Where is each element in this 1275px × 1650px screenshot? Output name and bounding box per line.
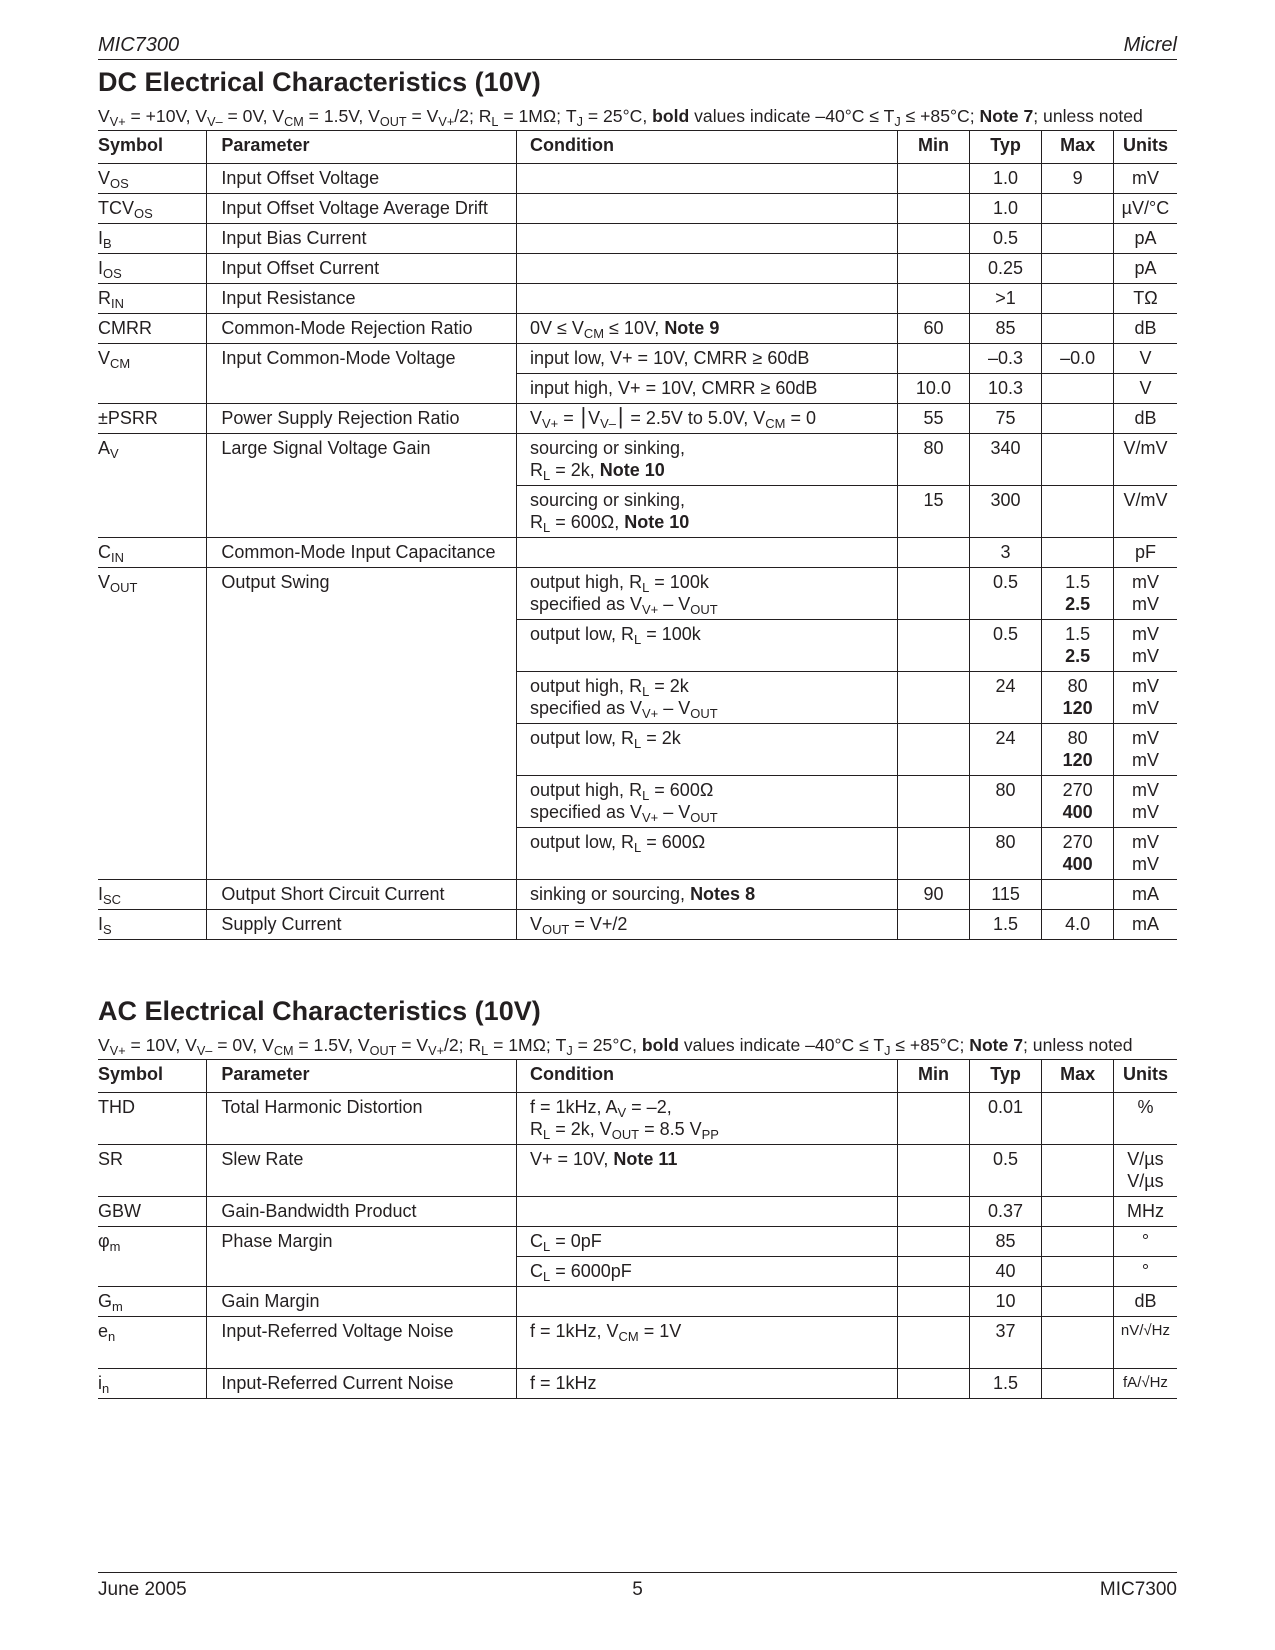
units-cell: mV mV: [1113, 828, 1177, 880]
max-cell: [1042, 1227, 1114, 1257]
typ-cell: 0.5: [969, 620, 1042, 672]
table-row: [98, 314, 1177, 344]
max-cell: [1042, 1369, 1114, 1399]
typ-cell: 115: [969, 880, 1042, 910]
typ-cell: 10.3: [969, 374, 1042, 404]
typ-cell: 3: [969, 538, 1042, 568]
table-row: [98, 1093, 1177, 1145]
table-row: [98, 344, 1177, 374]
typ-cell: 75: [969, 404, 1042, 434]
units-cell: mA: [1113, 880, 1177, 910]
min-cell: [898, 194, 970, 224]
condition-cell: sinking or sourcing, Notes 8: [516, 880, 897, 910]
condition-cell: $V_{OUT} = V+/2$: [516, 910, 897, 940]
max-cell: [1042, 434, 1114, 486]
parameter-cell: Gain Margin: [207, 1287, 517, 1317]
max-cell: [1042, 538, 1114, 568]
max-cell: [1042, 404, 1114, 434]
units-cell: µV/°C: [1113, 194, 1177, 224]
max-cell: 80 120: [1042, 724, 1114, 776]
max-cell: [1042, 1287, 1114, 1317]
parameter-cell: Input Bias Current: [207, 224, 517, 254]
condition-cell: output high, $R_L = 100k$ specified as $V_{V+} - V_{OUT}$: [516, 568, 897, 620]
symbol-cell: $R_{IN}$: [98, 284, 207, 314]
parameter-cell: Slew Rate: [207, 1145, 517, 1197]
typ-cell: 80: [969, 828, 1042, 880]
max-cell: [1042, 1197, 1114, 1227]
typ-cell: 1.5: [969, 1369, 1042, 1399]
symbol-cell: $V_{CM}$: [98, 344, 207, 404]
units-cell: mV mV: [1113, 776, 1177, 828]
min-cell: [898, 1257, 970, 1287]
min-cell: [898, 1197, 970, 1227]
min-cell: [898, 1145, 970, 1197]
min-cell: 10.0: [898, 374, 970, 404]
units-cell: dB: [1113, 314, 1177, 344]
min-cell: [898, 620, 970, 672]
condition-cell: output high, $R_L = 600\Omega$ specified as $V_{V+} - V_{OUT}$: [516, 776, 897, 828]
col-units: Units: [1113, 1060, 1177, 1093]
max-cell: [1042, 224, 1114, 254]
symbol-cell: $C_{IN}$: [98, 538, 207, 568]
table-row: [98, 194, 1177, 224]
typ-cell: 1.0: [969, 194, 1042, 224]
dc-header-row: [98, 131, 1177, 164]
typ-cell: 24: [969, 724, 1042, 776]
condition-cell: output low, $R_L = 2k$: [516, 724, 897, 776]
table-row: [98, 224, 1177, 254]
max-cell: [1042, 1317, 1114, 1369]
min-cell: 90: [898, 880, 970, 910]
condition-cell: [516, 194, 897, 224]
typ-cell: 1.5: [969, 910, 1042, 940]
parameter-cell: Total Harmonic Distortion: [207, 1093, 517, 1145]
condition-cell: V+ = 10V, Note 11: [516, 1145, 897, 1197]
table-row: [98, 538, 1177, 568]
col-condition: Condition: [516, 131, 897, 164]
units-cell: °: [1113, 1257, 1177, 1287]
col-symbol: Symbol: [98, 131, 207, 164]
units-cell: mA: [1113, 910, 1177, 940]
typ-cell: 0.01: [969, 1093, 1042, 1145]
condition-cell: [516, 254, 897, 284]
condition-cell: [516, 284, 897, 314]
condition-cell: f = 1kHz: [516, 1369, 897, 1399]
units-cell: mV mV: [1113, 672, 1177, 724]
condition-cell: input high, V+ = 10V, CMRR ≥ 60dB: [516, 374, 897, 404]
typ-cell: 0.5: [969, 568, 1042, 620]
symbol-cell: $I_S$: [98, 910, 207, 940]
min-cell: [898, 776, 970, 828]
typ-cell: 0.25: [969, 254, 1042, 284]
units-cell: TΩ: [1113, 284, 1177, 314]
condition-cell: [516, 1197, 897, 1227]
min-cell: [898, 254, 970, 284]
symbol-cell: $V_{OUT}$: [98, 568, 207, 880]
min-cell: 80: [898, 434, 970, 486]
max-cell: [1042, 284, 1114, 314]
symbol-cell: $I_{OS}$: [98, 254, 207, 284]
min-cell: [898, 828, 970, 880]
col-parameter: Parameter: [207, 1060, 517, 1093]
max-cell: [1042, 254, 1114, 284]
units-cell: mV mV: [1113, 724, 1177, 776]
table-row: [98, 568, 1177, 620]
typ-cell: 0.37: [969, 1197, 1042, 1227]
parameter-cell: Input Offset Voltage: [207, 164, 517, 194]
max-cell: [1042, 374, 1114, 404]
max-cell: 80 120: [1042, 672, 1114, 724]
condition-cell: $V_{V+}$ = $⎮V_{V-}⎮ = 2.5V$ to 5.0V, $V_{CM} = 0$: [516, 404, 897, 434]
units-cell: MHz: [1113, 1197, 1177, 1227]
max-cell: 9: [1042, 164, 1114, 194]
parameter-cell: Common-Mode Input Capacitance: [207, 538, 517, 568]
condition-cell: $C_L = 0pF$: [516, 1227, 897, 1257]
min-cell: [898, 284, 970, 314]
table-row: [98, 254, 1177, 284]
typ-cell: 24: [969, 672, 1042, 724]
max-cell: [1042, 194, 1114, 224]
symbol-cell: $TCV_{OS}$: [98, 194, 207, 224]
typ-cell: 10: [969, 1287, 1042, 1317]
min-cell: [898, 344, 970, 374]
table-row: [98, 404, 1177, 434]
min-cell: [898, 910, 970, 940]
table-row: [98, 1287, 1177, 1317]
min-cell: [898, 672, 970, 724]
typ-cell: 37: [969, 1317, 1042, 1369]
min-cell: [898, 224, 970, 254]
min-cell: 55: [898, 404, 970, 434]
max-cell: [1042, 880, 1114, 910]
min-cell: [898, 1287, 970, 1317]
symbol-cell: ±PSRR: [98, 404, 207, 434]
units-cell: V: [1113, 374, 1177, 404]
col-parameter: Parameter: [207, 131, 517, 164]
ac-section: [98, 995, 1177, 1399]
min-cell: [898, 1093, 970, 1145]
units-cell: nV/√Hz: [1113, 1317, 1177, 1369]
units-cell: %: [1113, 1093, 1177, 1145]
units-cell: mV: [1113, 164, 1177, 194]
condition-cell: $C_L = 6000pF$: [516, 1257, 897, 1287]
units-cell: pF: [1113, 538, 1177, 568]
symbol-cell: $I_B$: [98, 224, 207, 254]
condition-cell: [516, 1287, 897, 1317]
table-row: [98, 1197, 1177, 1227]
footer-part-number: MIC7300: [1099, 1579, 1177, 1600]
page-header: [98, 32, 1177, 60]
min-cell: 15: [898, 486, 970, 538]
col-max: Max: [1042, 131, 1114, 164]
dc-title: DC Electrical Characteristics (10V): [98, 67, 541, 97]
table-row: [98, 1317, 1177, 1369]
table-row: [98, 284, 1177, 314]
units-cell: °: [1113, 1227, 1177, 1257]
max-cell: [1042, 1257, 1114, 1287]
typ-cell: 85: [969, 1227, 1042, 1257]
condition-cell: sourcing or sinking, $R_L = 600\Omega$, Note 10: [516, 486, 897, 538]
col-units: Units: [1113, 131, 1177, 164]
condition-cell: f = 1kHz, $V_{CM} = 1V$: [516, 1317, 897, 1369]
parameter-cell: Output Swing: [207, 568, 517, 880]
max-cell: 1.5 2.5: [1042, 620, 1114, 672]
max-cell: [1042, 1145, 1114, 1197]
footer-date: June 2005: [98, 1579, 187, 1600]
min-cell: [898, 164, 970, 194]
table-row: [98, 880, 1177, 910]
max-cell: [1042, 314, 1114, 344]
parameter-cell: Phase Margin: [207, 1227, 517, 1287]
parameter-cell: Power Supply Rejection Ratio: [207, 404, 517, 434]
condition-cell: output high, $R_L = 2k$ specified as $V_{V+} - V_{OUT}$: [516, 672, 897, 724]
dc-section: [98, 66, 1177, 940]
symbol-cell: CMRR: [98, 314, 207, 344]
condition-cell: [516, 224, 897, 254]
page-number: 5: [632, 1579, 643, 1600]
table-row: [98, 434, 1177, 486]
min-cell: [898, 1369, 970, 1399]
ac-header-row: [98, 1060, 1177, 1093]
parameter-cell: Input Offset Current: [207, 254, 517, 284]
symbol-cell: $i_n$: [98, 1369, 207, 1399]
parameter-cell: Large Signal Voltage Gain: [207, 434, 517, 538]
header-part-number: MIC7300: [98, 34, 180, 56]
col-typ: Typ: [969, 131, 1042, 164]
units-cell: pA: [1113, 254, 1177, 284]
typ-cell: 85: [969, 314, 1042, 344]
typ-cell: 80: [969, 776, 1042, 828]
ac-title: AC Electrical Characteristics (10V): [98, 996, 541, 1026]
min-cell: [898, 1317, 970, 1369]
units-cell: V/mV: [1113, 486, 1177, 538]
table-row: [98, 910, 1177, 940]
parameter-cell: Input Common-Mode Voltage: [207, 344, 517, 404]
min-cell: [898, 724, 970, 776]
table-row: [98, 1227, 1177, 1257]
typ-cell: 1.0: [969, 164, 1042, 194]
units-cell: V/µs V/µs: [1113, 1145, 1177, 1197]
typ-cell: 0.5: [969, 224, 1042, 254]
min-cell: 60: [898, 314, 970, 344]
parameter-cell: Input Offset Voltage Average Drift: [207, 194, 517, 224]
typ-cell: –0.3: [969, 344, 1042, 374]
dc-table: [98, 130, 1177, 940]
condition-cell: [516, 538, 897, 568]
condition-cell: input low, V+ = 10V, CMRR ≥ 60dB: [516, 344, 897, 374]
col-symbol: Symbol: [98, 1060, 207, 1093]
condition-cell: f = 1kHz, $A_V = -2$, $R_L = 2k$, $V_{OUT} = 8.5$ $V_{PP}$: [516, 1093, 897, 1145]
units-cell: mV mV: [1113, 568, 1177, 620]
units-cell: pA: [1113, 224, 1177, 254]
max-cell: 4.0: [1042, 910, 1114, 940]
ac-table: [98, 1059, 1177, 1399]
symbol-cell: $e_n$: [98, 1317, 207, 1369]
ac-conditions: $V_{V+} = 10V$, $V_{V-} = 0V$, $V_{CM} = 1.5V$, $V_{OUT} = V_{V+}/2$; $R_L = 1M\Omega$; $T_J = 25^\circ C$, bold values indicate $-40^\circ C \le T_J \le +85^\circ C$; Note 7; unless noted: [98, 1035, 1133, 1059]
parameter-cell: Input Resistance: [207, 284, 517, 314]
units-cell: mV mV: [1113, 620, 1177, 672]
symbol-cell: $V_{OS}$: [98, 164, 207, 194]
parameter-cell: Input-Referred Voltage Noise: [207, 1317, 517, 1369]
condition-cell: $0V \le V_{CM} \le 10V$, Note 9: [516, 314, 897, 344]
col-min: Min: [898, 1060, 970, 1093]
max-cell: [1042, 1093, 1114, 1145]
col-max: Max: [1042, 1060, 1114, 1093]
condition-cell: sourcing or sinking, $R_L = 2k$, Note 10: [516, 434, 897, 486]
typ-cell: 40: [969, 1257, 1042, 1287]
condition-cell: output low, $R_L = 100k$: [516, 620, 897, 672]
col-typ: Typ: [969, 1060, 1042, 1093]
symbol-cell: $I_{SC}$: [98, 880, 207, 910]
max-cell: 270 400: [1042, 776, 1114, 828]
symbol-cell: THD: [98, 1093, 207, 1145]
col-min: Min: [898, 131, 970, 164]
typ-cell: 340: [969, 434, 1042, 486]
parameter-cell: Gain-Bandwidth Product: [207, 1197, 517, 1227]
parameter-cell: Common-Mode Rejection Ratio: [207, 314, 517, 344]
symbol-cell: $G_m$: [98, 1287, 207, 1317]
max-cell: 270 400: [1042, 828, 1114, 880]
max-cell: [1042, 486, 1114, 538]
parameter-cell: Output Short Circuit Current: [207, 880, 517, 910]
header-brand: Micrel: [1123, 34, 1177, 56]
units-cell: V: [1113, 344, 1177, 374]
table-row: [98, 164, 1177, 194]
units-cell: dB: [1113, 1287, 1177, 1317]
units-cell: dB: [1113, 404, 1177, 434]
min-cell: [898, 1227, 970, 1257]
parameter-cell: Supply Current: [207, 910, 517, 940]
condition-cell: output low, $R_L = 600\Omega$: [516, 828, 897, 880]
typ-cell: 300: [969, 486, 1042, 538]
symbol-cell: $A_V$: [98, 434, 207, 538]
min-cell: [898, 568, 970, 620]
table-row: [98, 1369, 1177, 1399]
symbol-cell: $\varphi_m$: [98, 1227, 207, 1287]
typ-cell: 0.5: [969, 1145, 1042, 1197]
dc-conditions: $V_{V+} = +10V$, $V_{V-} = 0V$, $V_{CM} = 1.5V$, $V_{OUT} = V_{V+}/2$; $R_L = 1M\Omega$; $T_J = 25^\circ C$, bold values indicate $-40^\circ C \le T_J \le +85^\circ C$; Note 7; unless noted: [98, 106, 1143, 130]
units-cell: fA/√Hz: [1113, 1369, 1177, 1399]
parameter-cell: Input-Referred Current Noise: [207, 1369, 517, 1399]
max-cell: –0.0: [1042, 344, 1114, 374]
units-cell: V/mV: [1113, 434, 1177, 486]
page-footer: [98, 1572, 1177, 1600]
condition-cell: [516, 164, 897, 194]
max-cell: 1.5 2.5: [1042, 568, 1114, 620]
symbol-cell: SR: [98, 1145, 207, 1197]
min-cell: [898, 538, 970, 568]
col-condition: Condition: [516, 1060, 897, 1093]
typ-cell: >1: [969, 284, 1042, 314]
symbol-cell: GBW: [98, 1197, 207, 1227]
table-row: [98, 1145, 1177, 1197]
